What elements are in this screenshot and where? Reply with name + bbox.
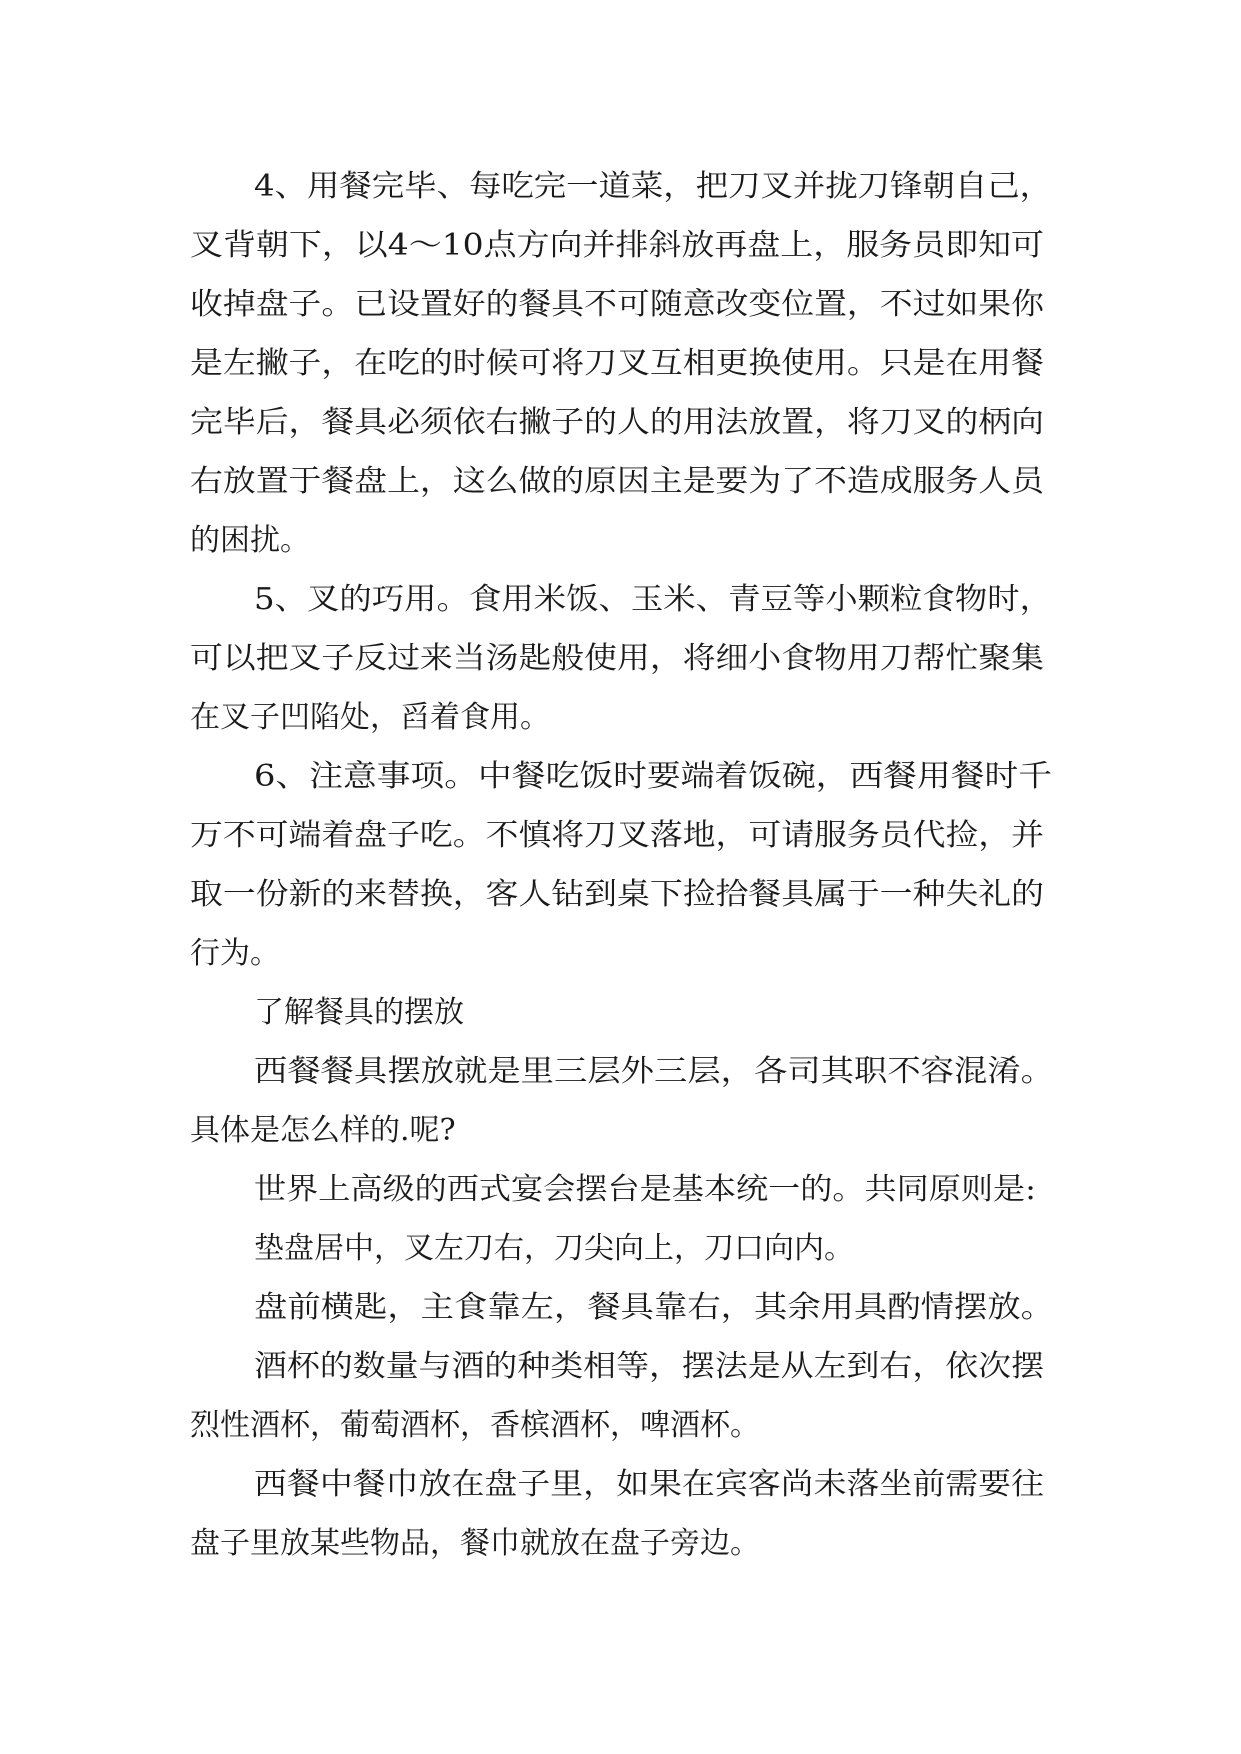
paragraph-1-line-2: 叉背朝下，以4～10点方向并排斜放再盘上，服务员即知可 bbox=[190, 228, 1044, 263]
paragraph-1-line-1: 4、用餐完毕、每吃完一道菜，把刀叉并拢刀锋朝自己， bbox=[254, 169, 1052, 204]
section-heading: 了解餐具的摆放 bbox=[254, 995, 464, 1030]
paragraph-1-line-5: 完毕后，餐具必须依右撇子的人的用法放置，将刀叉的柄向 bbox=[190, 405, 1044, 440]
paragraph-9-line-1: 酒杯的数量与酒的种类相等，摆法是从左到右，依次摆 bbox=[254, 1349, 1044, 1384]
paragraph-2-line-1: 5、叉的巧用。食用米饭、玉米、青豆等小颗粒食物时， bbox=[254, 582, 1052, 617]
paragraph-3-line-1: 6、注意事项。中餐吃饭时要端着饭碗，西餐用餐时千 bbox=[254, 759, 1052, 794]
paragraph-2-line-3: 在叉子凹陷处，舀着食用。 bbox=[190, 700, 550, 735]
paragraph-1-line-3: 收掉盘子。已设置好的餐具不可随意改变位置，不过如果你 bbox=[190, 287, 1046, 322]
paragraph-10-line-1: 西餐中餐巾放在盘子里，如果在宾客尚未落坐前需要往 bbox=[254, 1467, 1044, 1502]
paragraph-1-line-6: 右放置于餐盘上，这么做的原因主是要为了不造成服务人员 bbox=[190, 464, 1047, 499]
paragraph-5-line-1: 西餐餐具摆放就是里三层外三层，各司其职不容混淆。 bbox=[254, 1054, 1054, 1089]
paragraph-3-line-4: 行为。 bbox=[190, 936, 280, 971]
paragraph-10-line-2: 盘子里放某些物品，餐巾就放在盘子旁边。 bbox=[190, 1526, 760, 1561]
paragraph-5-line-2: 具体是怎么样的.呢? bbox=[190, 1113, 456, 1148]
paragraph-1-line-4: 是左撇子，在吃的时候可将刀叉互相更换使用。只是在用餐 bbox=[190, 346, 1044, 381]
paragraph-9-line-2: 烈性酒杯，葡萄酒杯，香槟酒杯，啤酒杯。 bbox=[190, 1408, 760, 1443]
paragraph-1-line-7: 的困扰。 bbox=[190, 523, 310, 558]
paragraph-8-line-1: 盘前横匙，主食靠左，餐具靠右，其余用具酌情摆放。 bbox=[254, 1290, 1054, 1325]
paragraph-3-line-3: 取一份新的来替换，客人钻到桌下捡拾餐具属于一种失礼的 bbox=[190, 877, 1044, 912]
paragraph-2-line-2: 可以把叉子反过来当汤匙般使用，将细小食物用刀帮忙聚集 bbox=[190, 641, 1044, 676]
paragraph-3-line-2: 万不可端着盘子吃。不慎将刀叉落地，可请服务员代捡，并 bbox=[190, 818, 1044, 853]
paragraph-7-line-1: 垫盘居中，叉左刀右，刀尖向上，刀口向内。 bbox=[254, 1231, 854, 1266]
paragraph-6-line-1: 世界上高级的西式宴会摆台是基本统一的。共同原则是: bbox=[254, 1172, 1036, 1207]
